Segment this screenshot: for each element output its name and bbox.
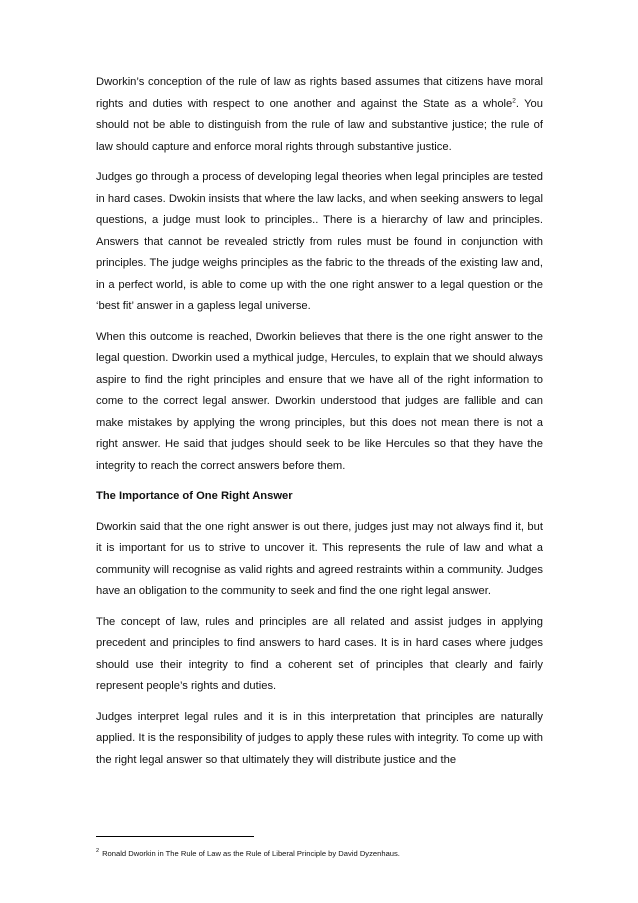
footnote-divider bbox=[96, 836, 254, 837]
paragraph-4: Dworkin said that the one right answer is out there, judges just may not always find it, but it is important for us to strive to uncover it. This represents the rule of law and what a community will recognise as valid rights and agreed restraints within a community. Judges have an obligation to the community to seek and find the one right legal answer. bbox=[96, 520, 543, 597]
paragraph-6: Judges interpret legal rules and it is in this interpretation that principles are naturally applied. It is the responsibility of judges to apply these rules with integrity. To come up with the right legal answer so that ultimately they will distribute justice and the bbox=[96, 710, 543, 766]
footnote-number: 2 bbox=[96, 848, 100, 855]
footnote-text: Ronald Dworkin in The Rule of Law as the Rule of Liberal Principle by David Dyzenhaus. bbox=[102, 849, 400, 858]
paragraph-1 bbox=[96, 72, 543, 158]
paragraph-3: When this outcome is reached, Dworkin believes that there is the one right answer to the legal question. Dworkin used a mythical judge, Hercules, to explain that we should always aspire to find the right principles and ensure that we have all of the right information to come to the correct legal answer. Dworkin understood that judges are fallible and can make mistakes by applying the wrong principles, but this does not mean there is not a right answer. He said that judges should seek to be like Hercules so that they have the integrity to reach the correct answers before them. bbox=[96, 330, 543, 472]
body-text bbox=[96, 72, 543, 780]
paragraph-1-text-cont: . You should not be able to distinguish from the rule of law and substantive justice; the rule of law should capture and enforce moral rights through substantive justice. bbox=[96, 97, 543, 153]
footnote-reference[interactable]: 2 bbox=[512, 96, 516, 104]
paragraph-5: The concept of law, rules and principles are all related and assist judges in applying precedent and principles to find answers to hard cases. It is in hard cases where judges should use their integrity to find a coherent set of principles that clearly and fairly represent people’s rights and duties. bbox=[96, 615, 543, 692]
paragraph-1-text: Dworkin’s conception of the rule of law as rights based assumes that citizens have moral rights and duties with respect to one another and against the State as a whole bbox=[96, 76, 543, 110]
section-heading: The Importance of One Right Answer bbox=[96, 490, 293, 502]
paragraph-2: Judges go through a process of developing legal theories when legal principles are tested in hard cases. Dwokin insists that where the law lacks, and when seeking answers to legal questions, a judge must look to principles.. There is a hierarchy of law and principles. Answers that cannot be revealed strictly from rules must be found in conjunction with principles. The judge weighs principles as the fabric to the threads of the existing law and, in a perfect world, is able to come up with the one right answer to a legal question or the ‘best fit’ answer in a gapless legal universe. bbox=[96, 171, 543, 312]
footnote bbox=[96, 848, 556, 859]
